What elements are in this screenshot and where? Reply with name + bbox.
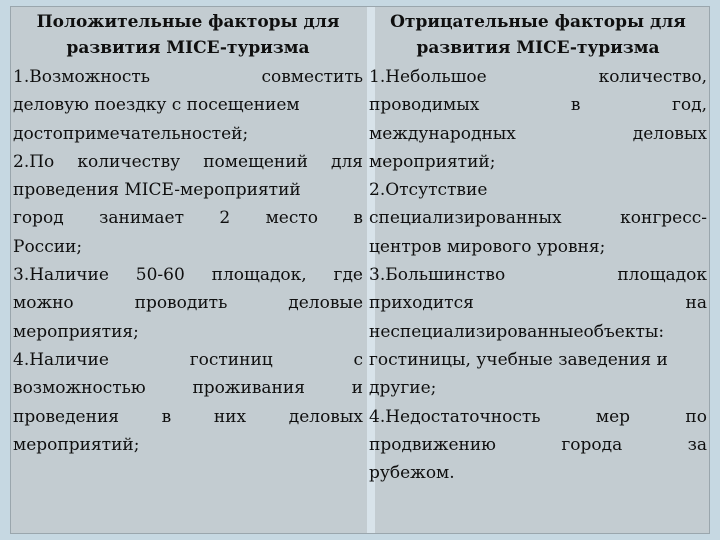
negative-factors-line: 4.Недостаточность мер по (369, 406, 707, 427)
negative-factors-line: приходится на (369, 293, 707, 314)
negative-factors-line: 3.Большинство площадок (369, 265, 707, 286)
positive-factors-line: деловую поездку с посещением (13, 95, 300, 116)
factors-table (10, 6, 710, 534)
positive-factors-line: 4.Наличие гостиниц с (13, 349, 363, 370)
negative-factors-column (369, 7, 707, 487)
positive-factors-line: России; (13, 236, 83, 257)
positive-factors-line: 3.Наличие 50-60 площадок, где (13, 265, 363, 286)
positive-factors-line: возможностью проживания и (13, 378, 363, 399)
positive-factors-line: проведения в них деловых (13, 406, 363, 427)
positive-factors-line: проведения MICE-мероприятий (13, 180, 301, 201)
positive-factors-line: мероприятия; (13, 321, 139, 342)
negative-factors-line: другие; (369, 378, 437, 399)
negative-factors-line: специализированных конгресс- (369, 208, 707, 229)
negative-factors-line: проводимых в год, (369, 95, 707, 116)
positive-factors-line: 2.По количеству помещений для (13, 151, 363, 172)
negative-factors-line: гостиницы, учебные заведения и (369, 349, 668, 370)
negative-factors-header: Отрицательные факторы для развития MICE-туризма (390, 12, 686, 58)
positive-factors-line: достопримечательностей; (13, 123, 249, 144)
positive-factors-body (13, 63, 363, 459)
negative-factors-line: неспециализированныеобъекты: (369, 321, 665, 342)
positive-factors-column (13, 7, 363, 459)
positive-factors-line: город занимает 2 место в (13, 208, 363, 229)
negative-factors-line: рубежом. (369, 463, 455, 484)
negative-factors-line: центров мирового уровня; (369, 236, 606, 257)
negative-factors-line: продвижению города за (369, 434, 707, 455)
negative-factors-line: 2.Отсутствие (369, 180, 488, 201)
negative-factors-body (369, 63, 707, 487)
positive-factors-header: Положительные факторы для развития MICE-туризма (36, 12, 340, 58)
negative-factors-line: мероприятий; (369, 151, 496, 172)
positive-factors-line: мероприятий; (13, 434, 140, 455)
negative-factors-line: 1.Небольшое количество, (369, 67, 707, 87)
positive-factors-line: можно проводить деловые (13, 293, 363, 314)
positive-factors-line: 1.Возможность совместить (13, 67, 363, 87)
negative-factors-line: международных деловых (369, 123, 707, 144)
